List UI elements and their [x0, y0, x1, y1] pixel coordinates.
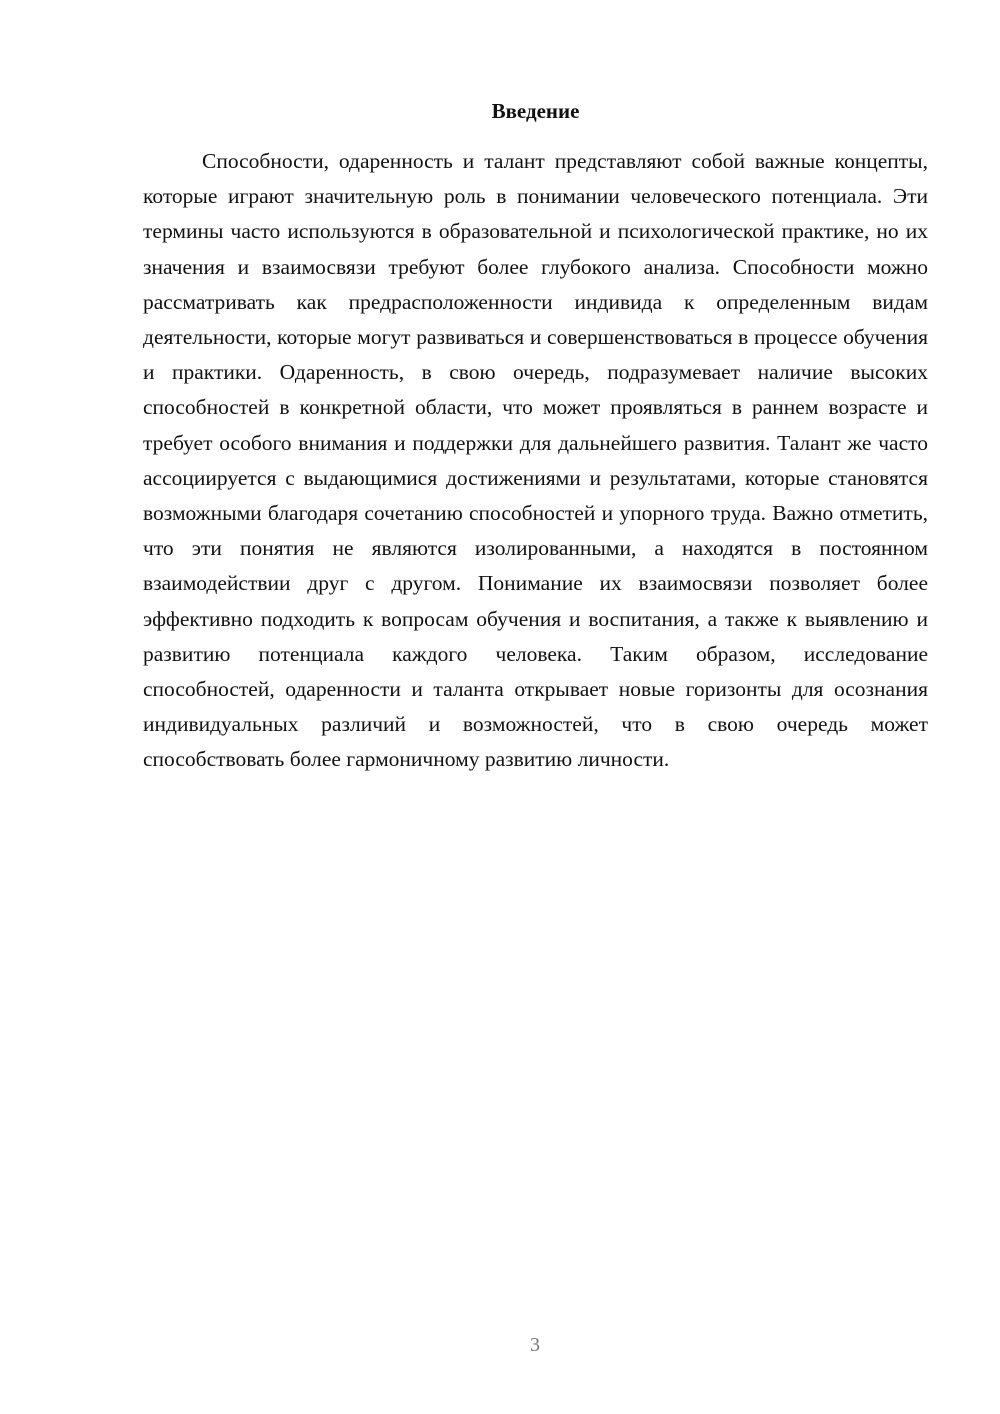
body-paragraph: Способности, одаренность и талант представляют собой важные концепты, которые играют значительную роль в понимании человеческого потенциала. Эти термины часто используются в образовательной и психологической практике, но их значения и взаимосвязи требуют более глубокого анализа. Способности можно рассматривать как предрасположенности индивида к определенным видам деятельности, которые могут развиваться и совершенствоваться в процессе обучения и практики. Одаренность, в свою очередь, подразумевает наличие высоких способностей в конкретной области, что может проявляться в раннем возрасте и требует особого внимания и поддержки для дальнейшего развития. Талант же часто ассоциируется с выдающимися достижениями и результатами, которые становятся возможными благодаря сочетанию способностей и упорного труда. Важно отметить, что эти понятия не являются изолированными, а находятся в постоянном взаимодействии друг с другом. Понимание их взаимосвязи позволяет более эффективно подходить к вопросам обучения и воспитания, а также к выявлению и развитию потенциала каждого человека. Таким образом, исследование способностей, одаренности и таланта открывает новые горизонты для осознания индивидуальных различий и возможностей, что в свою очередь может способствовать более гармоничному развитию личности.	[143, 149, 928, 772]
section-heading: Введение	[491, 99, 580, 123]
page-number: 3	[530, 1334, 540, 1356]
